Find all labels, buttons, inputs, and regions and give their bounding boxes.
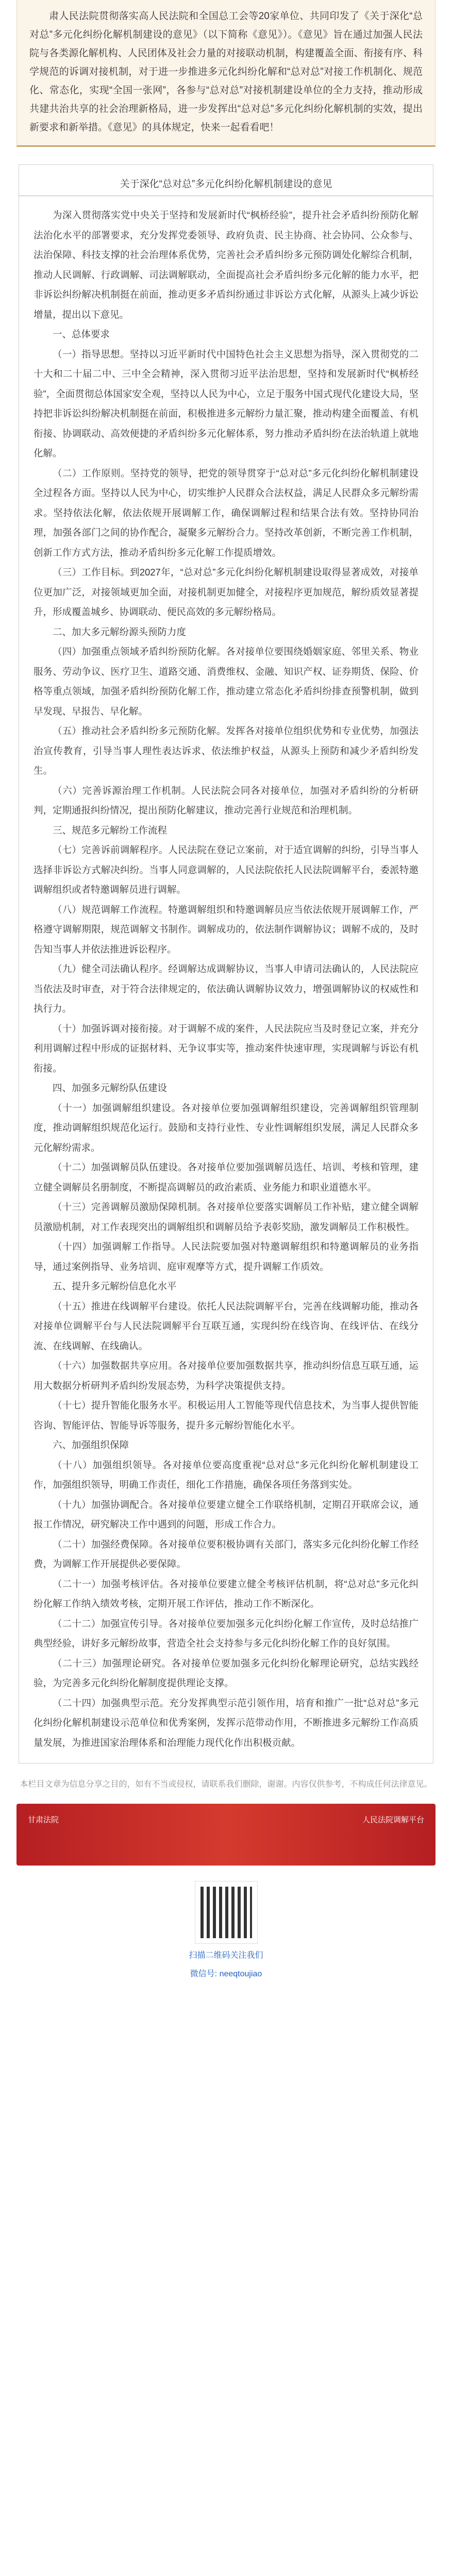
intro-text: 肃人民法院贯彻落实高人民法院和全国总工会等20家单位、共同印发了《关于深化“总对总”多元化纠纷化解机制建设的意见》（以下简称《意见》）。《意见》旨在通过加强人民法院与各类源化解机构、人民团体及社会力量的对接联动机制，构建覆盖全面、衔接有序、科学规范的诉调对接机制，对于进一步推进多元化纠纷化解和“总对总”对接工作机制化、规范化、常态化，实现“全国一张网”，各参与“总对总”对接机制建设单位的全力支持，推动形成共建共治共享的社会治理新格局，进一步发挥出“总对总”多元化纠纷化解机制的实效，提出新要求和新举措。《意见》的具体规定，快来一起看看吧！: [29, 11, 423, 133]
document-paragraph: （三）工作目标。到2027年，“总对总”多元化纠纷化解机制建设取得显著成效，对接单位更加广泛，对接领域更加全面，对接机制更加健全，对接程序更加规范，解纷质效显著提升，形成覆盖城乡、协调联动、便民高效的多元解纷格局。: [34, 567, 418, 617]
document-paragraph: （十六）加强数据共享应用。各对接单位要加强数据共享，推动纠纷信息互联互通，运用大数据分析研判矛盾纠纷发展态势，为科学决策提供支持。: [34, 1360, 418, 1391]
banner-left-text: 甘肃法院: [28, 1816, 59, 1824]
document-paragraph: （六）完善诉源治理工作机制。人民法院会同各对接单位，加强对矛盾纠纷的分析研判，定期通报纠纷情况，提出预防化解建议，推动完善行业规范和治理机制。: [34, 785, 418, 816]
document-paragraph: （十四）加强调解工作指导。人民法院要加强对特邀调解组织和特邀调解员的业务指导，通过案例指导、业务培训、庭审观摩等方式，提升调解工作质效。: [34, 1241, 418, 1272]
document-paragraph: （十八）加强组织领导。各对接单位要高度重视“总对总”多元化纠纷化解机制建设工作，加强组织领导，明确工作责任，细化工作措施，确保各项任务落到实处。: [34, 1459, 418, 1490]
document-paragraph: （二）工作原则。坚持党的领导，把党的领导贯穿于“总对总”多元化纠纷化解机制建设全过程各方面。坚持以人民为中心，切实维护人民群众合法权益，满足人民群众多元解纷需求。坚持依法化解，依法依规开展调解工作，确保调解过程和结果合法有效。坚持协同治理，加强各部门之间的协作配合，凝聚多元解纷合力。坚持改革创新，不断完善工作机制，创新工作方式方法，推动矛盾纠纷多元化解工作提质增效。: [34, 467, 418, 558]
document-paragraph: （十）加强诉调对接衔接。对于调解不成的案件，人民法院应当及时登记立案，并充分利用调解过程中形成的证据材料、无争议事实等，推动案件快速审理，实现调解与诉讼有机衔接。: [34, 1023, 418, 1074]
document-paragraph: （二十四）加强典型示范。充分发挥典型示范引领作用，培育和推广一批“总对总”多元化纠纷化解机制建设示范单位和优秀案例，发挥示范带动作用，不断推进多元解纷工作高质量发展，为推进国家治理体系和治理能力现代化作出积极贡献。: [34, 1697, 418, 1748]
document-paragraph: 六、加强组织保障: [53, 1439, 129, 1450]
document-paragraph: 三、规范多元解纷工作流程: [53, 824, 168, 836]
document-paragraph: （五）推动社会矛盾纠纷多元预防化解。发挥各对接单位组织优势和专业优势，加强法治宣传教育，引导当事人理性表达诉求、依法维护权益，从源头上预防和减少矛盾纠纷发生。: [34, 725, 418, 776]
document-paragraph: （二十二）加强宣传引导。各对接单位要加强多元化纠纷化解工作宣传，及时总结推广典型经验，讲好多元解纷故事，营造全社会支持参与多元化纠纷化解工作的良好氛围。: [34, 1618, 418, 1649]
document-title: 关于深化“总对总”多元化纠纷化解机制建设的意见: [19, 165, 433, 196]
document-paragraph: （七）完善诉前调解程序。人民法院在登记立案前，对于适宜调解的纠纷，引导当事人选择非诉讼方式解决纠纷。当事人同意调解的，人民法院依托人民法院调解平台，委派特邀调解组织或者特邀调解员进行调解。: [34, 844, 418, 895]
document-paragraph: （十七）提升智能化服务水平。积极运用人工智能等现代信息技术，为当事人提供智能咨询、智能评估、智能导诉等服务，提升多元解纷智能化水平。: [34, 1400, 418, 1431]
qr-code: [195, 1881, 258, 1944]
document-paragraph: （十九）加强协调配合。各对接单位要建立健全工作联络机制，定期召开联席会议，通报工作情况，研究解决工作中遇到的问题，形成工作合力。: [34, 1499, 418, 1530]
document-paragraph: 一、总体要求: [53, 329, 110, 340]
disclaimer-notice: 本栏目文章为信息分享之目的，如有不当或侵权，请联系我们删除，谢谢。内容仅供参考，不构成任何法律意见。: [20, 1780, 432, 1789]
document-body: [19, 206, 433, 1753]
promo-banner[interactable]: [16, 1804, 436, 1866]
document-paragraph: （九）健全司法确认程序。经调解达成调解协议，当事人申请司法确认的，人民法院应当依法及时审查，对于符合法律规定的，依法确认调解协议效力，增强调解协议的权威性和执行力。: [34, 963, 418, 1014]
document-paragraph: （八）规范调解工作流程。特邀调解组织和特邀调解员应当依法依规开展调解工作，严格遵守调解期限，规范调解文书制作。调解成功的，依法制作调解协议；调解不成的，及时告知当事人并依法推进诉讼程序。: [34, 904, 418, 955]
document-paragraph: 二、加大多元解纷源头预防力度: [53, 626, 187, 637]
footer-wechat-id: 微信号: neeqtoujiao: [190, 1970, 262, 1978]
document-paragraph: （四）加强重点领域矛盾纠纷预防化解。各对接单位要围绕婚姻家庭、邻里关系、物业服务、劳动争议、医疗卫生、道路交通、消费维权、金融、知识产权、证券期货、保险、价格等重点领域，加强矛盾纠纷预防化解工作，推动建立常态化矛盾纠纷排查预警机制，做到早发现、早报告、早化解。: [34, 646, 418, 717]
document-paragraph: （二十）加强经费保障。各对接单位要积极协调有关部门，落实多元化纠纷化解工作经费，为调解工作开展提供必要保障。: [34, 1538, 418, 1569]
document-paragraph: （十二）加强调解员队伍建设。各对接单位要加强调解员选任、培训、考核和管理，建立健全调解员名册制度，不断提高调解员的政治素质、业务能力和职业道德水平。: [34, 1162, 418, 1193]
document-paragraph: （十五）推进在线调解平台建设。依托人民法院调解平台，完善在线调解功能，推动各对接单位调解平台与人民法院调解平台互联互通，实现纠纷在线咨询、在线评估、在线分流、在线调解、在线确认。: [34, 1300, 418, 1351]
document-paragraph: （二十一）加强考核评估。各对接单位要建立健全考核评估机制，将“总对总”多元化纠纷化解工作纳入绩效考核，定期开展工作评估，推动工作不断深化。: [34, 1578, 418, 1609]
document-paragraph: （十一）加强调解组织建设。各对接单位要加强调解组织建设，完善调解组织管理制度，推动调解组织规范化运行。鼓励和支持行业性、专业性调解组织发展，满足人民群众多元化解纷需求。: [34, 1102, 418, 1153]
document-paragraph: （一）指导思想。坚持以习近平新时代中国特色社会主义思想为指导，深入贯彻党的二十大和二十届二中、三中全会精神，深入贯彻习近平法治思想，坚持和发展新时代“枫桥经验”，全面贯彻总体国家安全观，坚持以人民为中心，立足于服务中国式现代化建设大局，坚持把非诉讼纠纷解决机制挺在前面，积极推进多元解纷力量汇聚，推动构建全面覆盖、有机衔接、协调联动、高效便捷的矛盾纠纷多元化解体系，努力推动矛盾纠纷在法治轨道上就地化解。: [34, 348, 418, 459]
document-paragraph: （十三）完善调解员激励保障机制。各对接单位要落实调解员工作补贴，建立健全调解员激励机制，对工作表现突出的调解组织和调解员给予表彰奖励，激发调解员工作积极性。: [34, 1201, 418, 1232]
banner-right-text: 人民法院调解平台: [362, 1816, 424, 1824]
document-paragraph: （二十三）加强理论研究。各对接单位要加强多元化纠纷化解理论研究，总结实践经验，为完善多元化纠纷化解制度提供理论支撑。: [34, 1657, 418, 1688]
qr-caption: 扫描二维码关注我们: [189, 1951, 263, 1960]
intro-box: [16, 0, 436, 147]
document-paragraph: 五、提升多元解纷信息化水平: [53, 1281, 177, 1292]
document-paragraph: 四、加强多元解纷队伍建设: [53, 1082, 168, 1093]
document-container: [19, 164, 433, 1764]
document-paragraph: 为深入贯彻落实党中央关于坚持和发展新时代“枫桥经验”，提升社会矛盾纠纷预防化解法治化水平的部署要求，充分发挥党委领导、政府负责、民主协商、社会协同、公众参与、法治保障、科技支撑的社会治理体系优势，完善社会矛盾纠纷多元预防调处化解综合机制，推动人民调解、行政调解、司法调解联动，全面提高社会矛盾纠纷多元化解的能力水平，把非诉讼纠纷解决机制挺在前面，推动更多矛盾纠纷通过非诉讼方式化解，从源头上减少诉讼增量，提出以下意见。: [34, 210, 418, 320]
